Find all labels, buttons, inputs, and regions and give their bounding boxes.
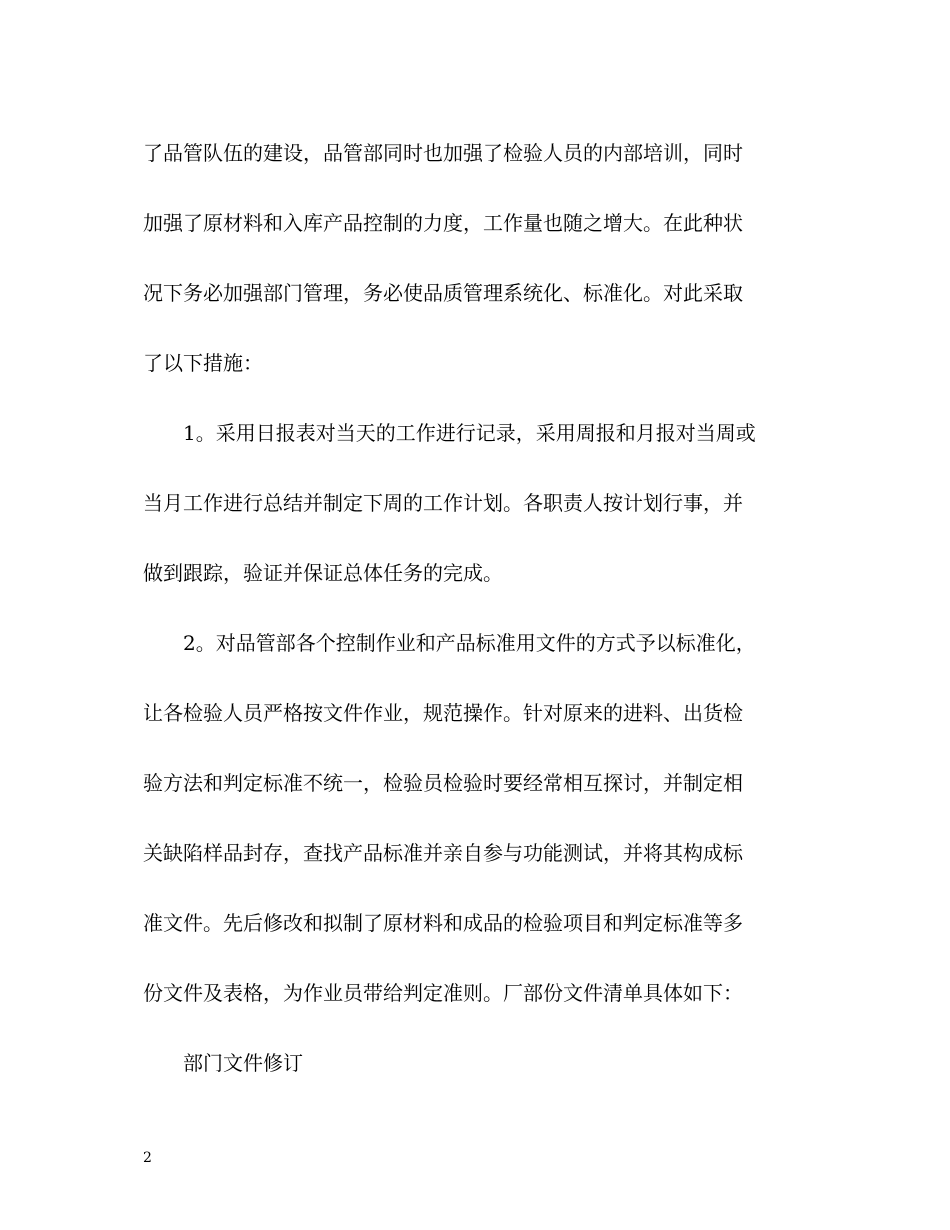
- text-line: 了以下措施：: [143, 351, 263, 375]
- text-line: 份文件及表格，为作业员带给判定准则。厂部份文件清单具体如下：: [143, 981, 743, 1005]
- body-text: [143, 140, 813, 1076]
- text-line: 准文件。先后修改和拟制了原材料和成品的检验项目和判定标准等多: [143, 911, 743, 935]
- text-line: 让各检验人员严格按文件作业，规范操作。针对原来的进料、出货检: [143, 701, 743, 725]
- text-line: 验方法和判定标准不统一，检验员检验时要经常相互探讨，并制定相: [143, 771, 743, 795]
- text-line: 况下务必加强部门管理，务必使品质管理系统化、标准化。对此采取: [143, 281, 743, 305]
- list-item-2-line: 2。对品管部各个控制作业和产品标准用文件的方式予以标准化，: [183, 631, 756, 655]
- list-item-1-line: 1。采用日报表对当天的工作进行记录，采用周报和月报对当周或: [183, 421, 756, 445]
- section-heading: 部门文件修订: [183, 1051, 303, 1075]
- text-line: 关缺陷样品封存，查找产品标准并亲自参与功能测试，并将其构成标: [143, 841, 743, 865]
- text-line: 加强了原材料和入库产品控制的力度，工作量也随之增大。在此种状: [143, 211, 743, 235]
- text-line: 做到跟踪，验证并保证总体任务的完成。: [143, 561, 503, 585]
- text-line: 当月工作进行总结并制定下周的工作计划。各职责人按计划行事，并: [143, 491, 743, 515]
- page-number: 2: [143, 1150, 152, 1166]
- text-line: 了品管队伍的建设，品管部同时也加强了检验人员的内部培训，同时: [143, 141, 743, 165]
